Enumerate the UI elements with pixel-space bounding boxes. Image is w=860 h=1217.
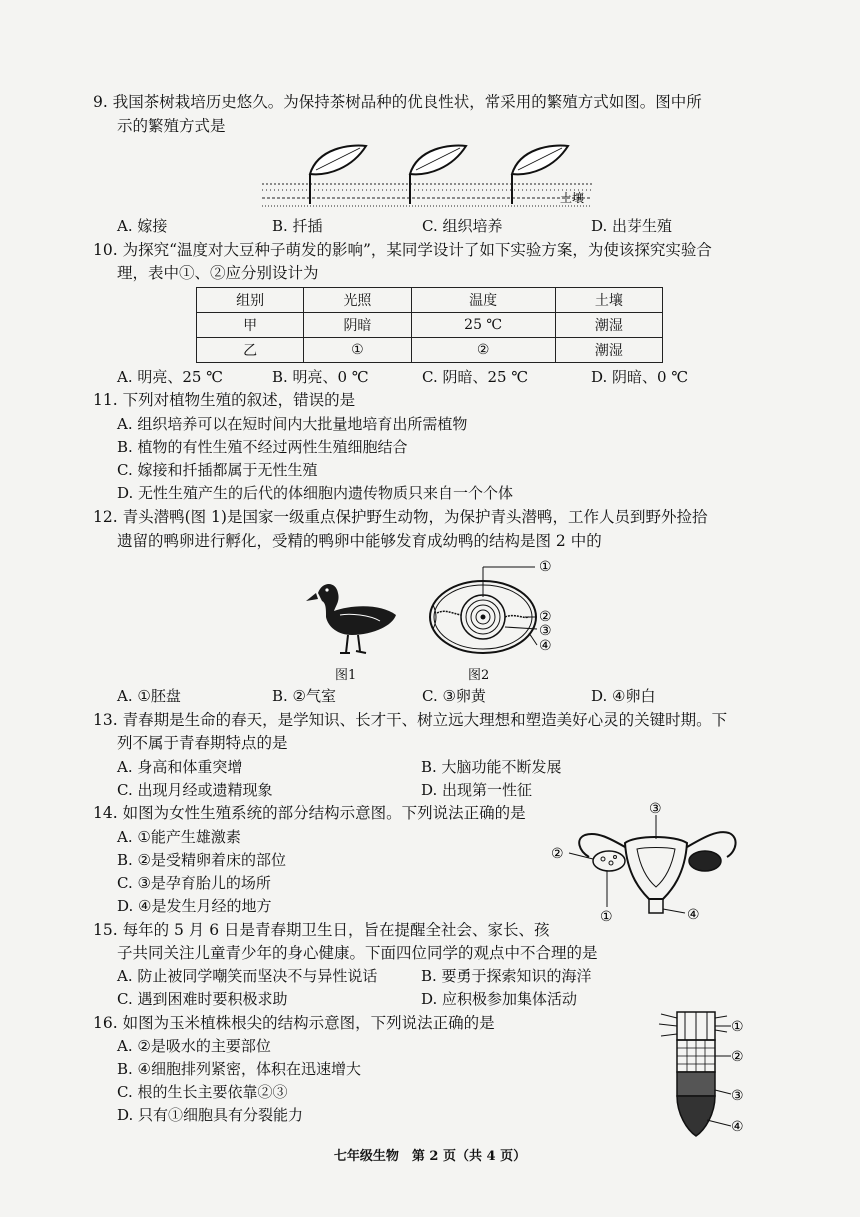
root-label-4: ④ — [731, 1119, 744, 1135]
q13-option-a[interactable]: A. 身高和体重突增 — [117, 758, 243, 776]
egg-structure-figure — [425, 555, 575, 660]
q15-option-a[interactable]: A. 防止被同学嘲笑而坚决不与异性说话 — [117, 967, 378, 985]
root-tip-figure — [655, 1008, 755, 1140]
soil-label: 土壤 — [560, 191, 585, 205]
q15-option-b[interactable]: B. 要勇于探索知识的海洋 — [421, 967, 592, 985]
fig-label-4: ④ — [687, 907, 700, 923]
q12-stem-line1: 12. 青头潜鸭(图 1)是国家一级重点保护野生动物，为保护青头潜鸭，工作人员到野外捡拾 — [93, 508, 708, 526]
table-cell: 乙 — [197, 338, 304, 363]
root-label-2: ② — [731, 1049, 744, 1065]
q14-option-b[interactable]: B. ②是受精卵着床的部位 — [117, 851, 287, 869]
fig-label-3: ③ — [649, 801, 662, 817]
q14-stem: 14. 如图为女性生殖系统的部分结构示意图。下列说法正确的是 — [93, 804, 526, 822]
q10-option-b[interactable]: B. 明亮、0 ℃ — [272, 368, 369, 386]
fig2-caption: 图2 — [468, 668, 490, 683]
table-cell: 潮湿 — [555, 313, 662, 338]
q13-option-c[interactable]: C. 出现月经或遗精现象 — [117, 781, 273, 799]
q9-option-a[interactable]: A. 嫁接 — [117, 217, 168, 235]
table-header-row — [197, 288, 663, 313]
fig1-caption: 图1 — [335, 668, 357, 683]
root-label-1: ① — [731, 1019, 744, 1035]
table-cell: 阴暗 — [304, 313, 411, 338]
egg-label-2: ② — [539, 609, 552, 625]
q12-stem-line2: 遗留的鸭卵进行孵化，受精的鸭卵中能够发育成幼鸭的结构是图 2 中的 — [117, 532, 602, 550]
q15-option-d[interactable]: D. 应积极参加集体活动 — [421, 990, 578, 1008]
table-cell: ① — [304, 338, 411, 363]
table-cell: 甲 — [197, 313, 304, 338]
q14-option-d[interactable]: D. ④是发生月经的地方 — [117, 897, 272, 915]
q14-option-a[interactable]: A. ①能产生雄激素 — [117, 828, 241, 846]
table-cell: 25 ℃ — [411, 313, 555, 338]
q9-option-d[interactable]: D. 出芽生殖 — [591, 217, 673, 235]
experiment-table — [196, 287, 663, 363]
fig-label-2: ② — [551, 846, 564, 862]
q12-option-d[interactable]: D. ④卵白 — [591, 687, 656, 705]
page-footer: 七年级生物 第 2 页（共 4 页） — [333, 1149, 527, 1164]
q16-option-a[interactable]: A. ②是吸水的主要部位 — [117, 1037, 271, 1055]
q12-option-a[interactable]: A. ①胚盘 — [117, 687, 181, 705]
q10-stem-line1: 10. 为探究“温度对大豆种子萌发的影响”，某同学设计了如下实验方案，为使该探究实验合 — [93, 241, 712, 259]
q9-stem-line1: 9. 我国茶树栽培历史悠久。为保持茶树品种的优良性状，常采用的繁殖方式如图。图中所 — [93, 93, 702, 111]
q11-option-c[interactable]: C. 嫁接和扦插都属于无性生殖 — [117, 461, 318, 479]
q13-stem-line1: 13. 青春期是生命的春天，是学知识、长才干、树立远大理想和塑造美好心灵的关键时期。下 — [93, 711, 728, 729]
q9-option-b[interactable]: B. 扦插 — [272, 217, 323, 235]
table-header-cell: 温度 — [411, 288, 555, 313]
q16-stem: 16. 如图为玉米植株根尖的结构示意图，下列说法正确的是 — [93, 1014, 495, 1032]
table-header-cell: 组别 — [197, 288, 304, 313]
table-header-cell: 光照 — [304, 288, 411, 313]
fig-label-1: ① — [600, 909, 613, 925]
egg-label-1: ① — [539, 559, 552, 575]
q9-stem-line2: 示的繁殖方式是 — [117, 117, 226, 135]
q13-option-b[interactable]: B. 大脑功能不断发展 — [421, 758, 562, 776]
q14-option-c[interactable]: C. ③是孕育胎儿的场所 — [117, 874, 271, 892]
table-row — [197, 313, 663, 338]
female-reproductive-figure — [545, 795, 755, 925]
q11-option-d[interactable]: D. 无性生殖产生的后代的体细胞内遗传物质只来自一个个体 — [117, 484, 514, 502]
q10-option-a[interactable]: A. 明亮、25 ℃ — [117, 368, 224, 386]
egg-label-3: ③ — [539, 623, 552, 639]
q10-stem-line2: 理，表中①、②应分别设计为 — [117, 264, 319, 282]
cutting-propagation-figure — [260, 138, 600, 214]
root-label-3: ③ — [731, 1088, 744, 1104]
q12-option-c[interactable]: C. ③卵黄 — [422, 687, 486, 705]
duck-figure — [300, 575, 405, 660]
q15-stem-line2: 子共同关注儿童青少年的身心健康。下面四位同学的观点中不合理的是 — [117, 944, 598, 962]
q12-option-b[interactable]: B. ②气室 — [272, 687, 337, 705]
q9-option-c[interactable]: C. 组织培养 — [422, 217, 503, 235]
q16-option-d[interactable]: D. 只有①细胞具有分裂能力 — [117, 1106, 304, 1124]
q10-option-c[interactable]: C. 阴暗、25 ℃ — [422, 368, 529, 386]
q13-stem-line2: 列不属于青春期特点的是 — [117, 734, 288, 752]
q15-stem-line1: 15. 每年的 5 月 6 日是青春期卫生日，旨在提醒全社会、家长、孩 — [93, 921, 550, 939]
table-header-cell: 土壤 — [555, 288, 662, 313]
egg-label-4: ④ — [539, 638, 552, 654]
q11-stem: 11. 下列对植物生殖的叙述，错误的是 — [93, 391, 356, 409]
q11-option-a[interactable]: A. 组织培养可以在短时间内大批量地培育出所需植物 — [117, 415, 468, 433]
q13-option-d[interactable]: D. 出现第一性征 — [421, 781, 533, 799]
q11-option-b[interactable]: B. 植物的有性生殖不经过两性生殖细胞结合 — [117, 438, 408, 456]
table-cell: 潮湿 — [555, 338, 662, 363]
table-cell: ② — [411, 338, 555, 363]
q15-option-c[interactable]: C. 遇到困难时要积极求助 — [117, 990, 288, 1008]
q16-option-c[interactable]: C. 根的生长主要依靠②③ — [117, 1083, 288, 1101]
q10-option-d[interactable]: D. 阴暗、0 ℃ — [591, 368, 689, 386]
table-row — [197, 338, 663, 363]
q16-option-b[interactable]: B. ④细胞排列紧密，体积在迅速增大 — [117, 1060, 362, 1078]
